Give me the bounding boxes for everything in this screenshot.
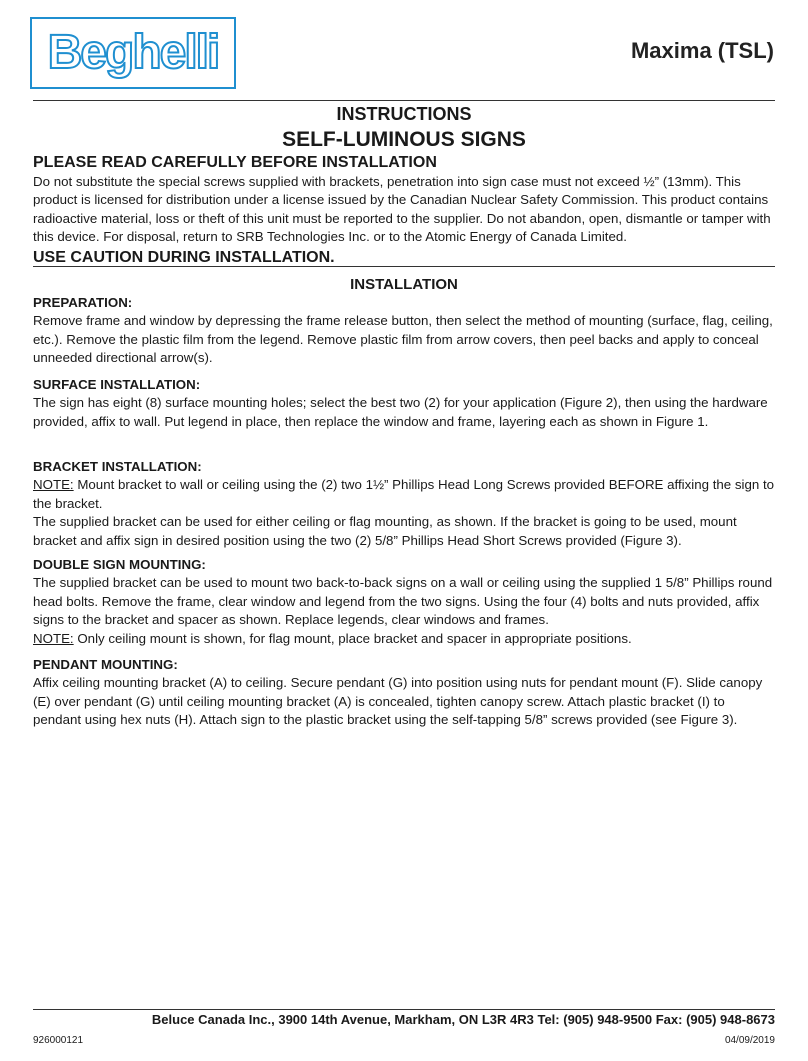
bracket-section: [33, 458, 775, 550]
surface-heading: SURFACE INSTALLATION:: [33, 377, 201, 392]
pendant-body: Affix ceiling mounting bracket (A) to ceiling. Secure pendant (G) into position using nuts for pendant mount (F). Slide canopy (E) over pendant (G) until ceiling mounting bracket (A) is concealed, tighten canopy screw. Attach plastic bracket (I) to pendant using hex nuts (H). Attach sign to the plastic bracket using the self-tapping 5/8” screws provided (see Figure 3).: [33, 675, 763, 728]
double-heading: DOUBLE SIGN MOUNTING:: [33, 557, 206, 572]
double-section: [33, 556, 775, 648]
preparation-section: [33, 294, 775, 368]
footer-address: Beluce Canada Inc., 3900 14th Avenue, Markham, ON L3R 4R3 Tel: (905) 948-9500 Fax: (905) 948-8673: [151, 1012, 775, 1027]
double-note: [33, 630, 775, 648]
surface-section: [33, 376, 775, 431]
footer-rule: [33, 1009, 775, 1010]
logo-text: Beghelli: [47, 26, 219, 79]
bracket-note-label: NOTE:: [33, 477, 74, 493]
product-name: Maxima (TSL): [630, 38, 774, 63]
document-title: INSTRUCTIONS: [336, 104, 472, 124]
brand-logo: [30, 17, 236, 89]
preparation-heading: PREPARATION:: [33, 295, 133, 310]
warning-section: [33, 153, 775, 268]
double-note-label: NOTE:: [33, 630, 74, 646]
document-date: 04/09/2019: [724, 1035, 775, 1046]
double-body: The supplied bracket can be used to mount two back-to-back signs on a wall or ceiling using the supplied 1 5/8” Phillips round head bolts. Remove the frame, clear window and legend from the two signs. Using the four (4) bolts and nuts provided, affix signs to the bracket and spacer as shown. Replace legends, clear windows and frames.: [33, 575, 773, 628]
warning-heading: PLEASE READ CAREFULLY BEFORE INSTALLATION: [33, 154, 437, 171]
document-subtitle: SELF-LUMINOUS SIGNS: [282, 128, 526, 151]
double-note-body: Only ceiling mount is shown, for flag mount, place bracket and spacer in appropriate positions.: [73, 630, 632, 646]
bracket-body: The supplied bracket can be used for either ceiling or flag mounting, as shown. If the bracket is going to be used, mount bracket and affix sign in desired position using the two (2) 5/8” Phillips Head Short Screws provided (Figure 3).: [33, 514, 737, 548]
bracket-note: [33, 476, 775, 513]
bracket-note-body: Mount bracket to wall or ceiling using the (2) two 1½” Phillips Head Long Screws provided BEFORE affixing the sign to the bracket.: [33, 477, 775, 511]
installation-title: INSTALLATION: [350, 276, 458, 293]
preparation-body: Remove frame and window by depressing the frame release button, then select the method of mounting (surface, flag, ceiling, etc.). Remove the plastic film from the legend. Remove plastic film from arrow covers, then peel backs and apply to conceal unneeded directional arrow(s).: [33, 313, 773, 366]
section-rule: [33, 266, 775, 267]
pendant-heading: PENDANT MOUNTING:: [33, 657, 178, 672]
bracket-heading: BRACKET INSTALLATION:: [33, 459, 202, 474]
document-code: 926000121: [33, 1035, 84, 1046]
warning-body: Do not substitute the special screws supplied with brackets, penetration into sign case must not exceed ½” (13mm). This product is licensed for distribution under a license issued by the Canadian Nuclear Safety Commission. This product contains radioactive material, loss or theft of this unit must be reported to the supplier. Do not abandon, open, dismantle or tamper with this device. For disposal, return to SRB Technologies Inc. or to the Atomic Energy of Canada Limited.: [33, 174, 771, 245]
pendant-section: [33, 656, 775, 730]
caution-text: USE CAUTION DURING INSTALLATION.: [33, 248, 335, 266]
header-rule: [33, 100, 775, 101]
surface-body: The sign has eight (8) surface mounting holes; select the best two (2) for your application (Figure 2), then using the hardware provided, affix to wall. Put legend in place, then replace the window and frame, layering each as shown in Figure 1.: [33, 395, 768, 429]
